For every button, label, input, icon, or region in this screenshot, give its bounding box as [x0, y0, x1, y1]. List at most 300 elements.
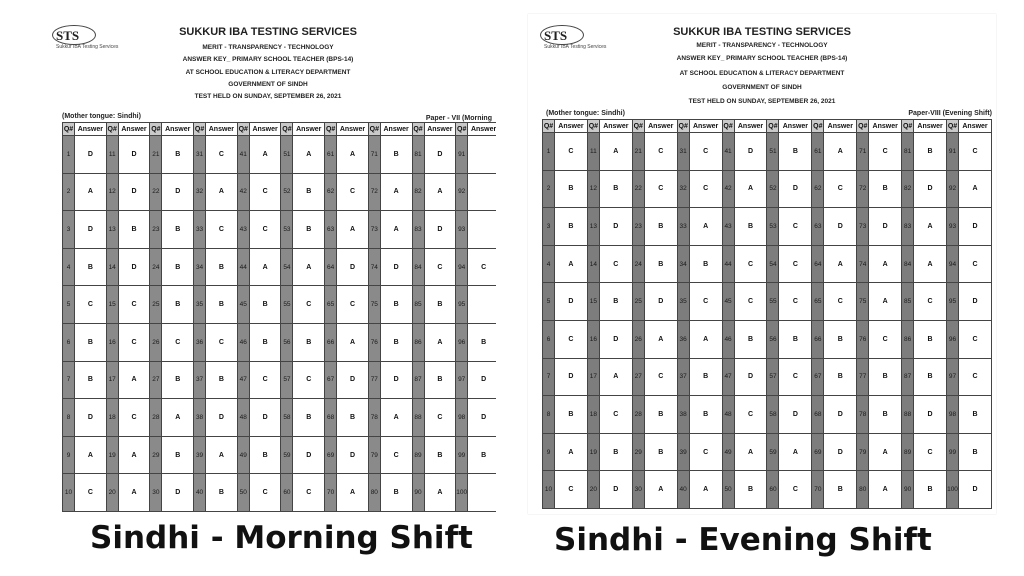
question-number: 10	[543, 471, 555, 509]
question-number: 40	[194, 474, 206, 512]
answer-cell: C	[779, 245, 812, 283]
header-answer: Answer	[959, 120, 992, 133]
org-title: SUKKUR IBA TESTING SERVICES	[179, 26, 357, 38]
question-number: 63	[812, 208, 824, 246]
question-number: 15	[106, 286, 118, 324]
answer-cell: C	[689, 170, 722, 208]
question-number: 52	[281, 173, 293, 211]
answer-cell: C	[689, 283, 722, 321]
header-q: Q#	[767, 120, 779, 133]
question-number: 83	[902, 208, 914, 246]
table-header-row	[543, 120, 992, 133]
question-number: 59	[767, 433, 779, 471]
question-number: 47	[237, 361, 249, 399]
table-row	[63, 361, 497, 399]
header-answer: Answer	[599, 120, 632, 133]
question-number: 67	[325, 361, 337, 399]
question-number: 20	[587, 471, 599, 509]
header-q: Q#	[902, 120, 914, 133]
question-number: 14	[106, 248, 118, 286]
question-number: 11	[587, 133, 599, 171]
answer-cell: C	[644, 170, 677, 208]
header-line-4: GOVERNMENT OF SINDH	[228, 81, 308, 88]
question-number: 56	[281, 323, 293, 361]
header-q: Q#	[194, 123, 206, 136]
question-number: 81	[412, 136, 424, 174]
answer-cell: B	[337, 399, 369, 437]
table-row	[543, 133, 992, 171]
question-number: 96	[947, 320, 959, 358]
question-number: 37	[194, 361, 206, 399]
answer-cell: D	[75, 211, 107, 249]
answer-cell: C	[293, 361, 325, 399]
header-answer: Answer	[118, 123, 150, 136]
question-number: 1	[63, 136, 75, 174]
answer-cell: B	[555, 396, 588, 434]
answer-cell: B	[644, 396, 677, 434]
answer-cell: C	[959, 358, 992, 396]
question-number: 8	[63, 399, 75, 437]
question-number: 21	[150, 136, 162, 174]
answer-cell: C	[118, 323, 150, 361]
answer-cell: B	[779, 133, 812, 171]
answer-cell: C	[644, 358, 677, 396]
question-number: 24	[150, 248, 162, 286]
question-number: 62	[325, 173, 337, 211]
question-number: 74	[857, 245, 869, 283]
header-line-2: ANSWER KEY_ PRIMARY SCHOOL TEACHER (BPS-14)	[182, 56, 354, 63]
answer-cell: D	[468, 361, 496, 399]
question-number: 36	[194, 323, 206, 361]
question-number: 65	[325, 286, 337, 324]
answer-cell: A	[734, 170, 767, 208]
question-number: 95	[456, 286, 468, 324]
header-q: Q#	[632, 120, 644, 133]
answer-cell: C	[293, 286, 325, 324]
question-number: 49	[722, 433, 734, 471]
question-number: 42	[722, 170, 734, 208]
answer-cell: D	[118, 248, 150, 286]
answer-cell: B	[869, 396, 902, 434]
table-row	[63, 211, 497, 249]
question-number: 8	[543, 396, 555, 434]
answer-cell: C	[869, 320, 902, 358]
question-number: 75	[368, 286, 380, 324]
answer-cell: C	[599, 245, 632, 283]
question-number: 57	[281, 361, 293, 399]
answer-cell: A	[380, 173, 412, 211]
answer-cell: A	[162, 399, 194, 437]
question-number: 70	[325, 474, 337, 512]
answer-cell: C	[249, 211, 281, 249]
answer-cell: D	[779, 170, 812, 208]
answer-cell: B	[599, 433, 632, 471]
question-number: 64	[325, 248, 337, 286]
question-number: 38	[194, 399, 206, 437]
question-number: 32	[194, 173, 206, 211]
question-number: 76	[857, 320, 869, 358]
answer-cell: C	[779, 358, 812, 396]
answer-cell: D	[734, 133, 767, 171]
question-number: 3	[543, 208, 555, 246]
answer-cell: C	[380, 436, 412, 474]
header-answer: Answer	[869, 120, 902, 133]
question-number: 21	[632, 133, 644, 171]
question-number: 54	[281, 248, 293, 286]
table-row	[63, 173, 497, 211]
question-number: 16	[106, 323, 118, 361]
question-number: 86	[412, 323, 424, 361]
answer-cell: C	[424, 248, 456, 286]
question-number: 45	[722, 283, 734, 321]
answer-cell: B	[468, 323, 496, 361]
answer-cell: B	[206, 286, 238, 324]
answer-cell: D	[779, 396, 812, 434]
question-number: 45	[237, 286, 249, 324]
answer-cell: C	[162, 323, 194, 361]
answer-cell: C	[206, 323, 238, 361]
question-number: 19	[106, 436, 118, 474]
answer-cell: A	[869, 245, 902, 283]
header-answer: Answer	[424, 123, 456, 136]
answer-cell: B	[206, 474, 238, 512]
answer-cell: D	[424, 136, 456, 174]
question-number: 53	[281, 211, 293, 249]
question-number: 91	[947, 133, 959, 171]
answer-cell: B	[689, 245, 722, 283]
question-number: 97	[947, 358, 959, 396]
answer-cell: B	[162, 286, 194, 324]
question-number: 90	[412, 474, 424, 512]
question-number: 9	[543, 433, 555, 471]
question-number: 6	[63, 323, 75, 361]
question-number: 54	[767, 245, 779, 283]
question-number: 94	[947, 245, 959, 283]
question-number: 67	[812, 358, 824, 396]
answer-cell: B	[75, 248, 107, 286]
answer-cell: B	[206, 248, 238, 286]
answer-cell: C	[869, 133, 902, 171]
answer-cell: C	[75, 286, 107, 324]
question-number: 79	[857, 433, 869, 471]
answer-cell: D	[824, 396, 857, 434]
header-answer: Answer	[206, 123, 238, 136]
answer-cell: C	[779, 283, 812, 321]
question-number: 35	[677, 283, 689, 321]
header-q: Q#	[947, 120, 959, 133]
answer-cell: C	[644, 133, 677, 171]
answer-cell: A	[424, 173, 456, 211]
question-number: 68	[325, 399, 337, 437]
question-number: 39	[677, 433, 689, 471]
answer-cell: B	[599, 170, 632, 208]
header-answer: Answer	[337, 123, 369, 136]
header-answer: Answer	[468, 123, 496, 136]
question-number: 28	[150, 399, 162, 437]
question-number: 85	[412, 286, 424, 324]
answer-cell: C	[734, 396, 767, 434]
question-number: 24	[632, 245, 644, 283]
answer-cell: C	[914, 433, 947, 471]
answer-cell: B	[249, 436, 281, 474]
question-number: 62	[812, 170, 824, 208]
answer-cell: C	[555, 471, 588, 509]
question-number: 2	[63, 173, 75, 211]
question-number: 33	[194, 211, 206, 249]
answer-cell: D	[914, 170, 947, 208]
answer-cell: B	[689, 358, 722, 396]
question-number: 55	[767, 283, 779, 321]
header-q: Q#	[543, 120, 555, 133]
question-number: 89	[902, 433, 914, 471]
answer-cell: A	[293, 248, 325, 286]
answer-cell: D	[118, 173, 150, 211]
question-number: 72	[368, 173, 380, 211]
question-number: 32	[677, 170, 689, 208]
answer-cell: D	[380, 361, 412, 399]
question-number: 43	[722, 208, 734, 246]
answer-cell: B	[959, 433, 992, 471]
question-number: 91	[456, 136, 468, 174]
question-number: 44	[722, 245, 734, 283]
answer-cell: C	[468, 248, 496, 286]
question-number: 66	[325, 323, 337, 361]
question-number: 88	[412, 399, 424, 437]
answer-cell: B	[424, 361, 456, 399]
answer-cell: D	[75, 136, 107, 174]
answer-cell: A	[824, 133, 857, 171]
answer-cell	[468, 474, 496, 512]
header-q: Q#	[412, 123, 424, 136]
answer-cell: A	[337, 323, 369, 361]
answer-cell: C	[249, 173, 281, 211]
answer-cell: D	[869, 208, 902, 246]
answer-cell: A	[689, 320, 722, 358]
table-row	[63, 286, 497, 324]
answer-cell: C	[249, 474, 281, 512]
question-number: 63	[325, 211, 337, 249]
question-number: 55	[281, 286, 293, 324]
header-q: Q#	[722, 120, 734, 133]
answer-cell: A	[337, 136, 369, 174]
answer-cell: D	[824, 433, 857, 471]
answer-cell: A	[118, 436, 150, 474]
question-number: 44	[237, 248, 249, 286]
question-number: 94	[456, 248, 468, 286]
answer-cell: C	[293, 474, 325, 512]
question-number: 98	[947, 396, 959, 434]
question-number: 71	[368, 136, 380, 174]
table-row	[543, 320, 992, 358]
answer-cell: D	[599, 471, 632, 509]
answer-cell: B	[555, 208, 588, 246]
question-number: 26	[150, 323, 162, 361]
question-number: 56	[767, 320, 779, 358]
question-number: 33	[677, 208, 689, 246]
header-q: Q#	[812, 120, 824, 133]
header-q: Q#	[281, 123, 293, 136]
question-number: 34	[677, 245, 689, 283]
question-number: 93	[947, 208, 959, 246]
question-number: 30	[150, 474, 162, 512]
question-number: 7	[63, 361, 75, 399]
question-number: 84	[902, 245, 914, 283]
question-number: 50	[237, 474, 249, 512]
mother-tongue-label: (Mother tongue: Sindhi)	[546, 110, 625, 117]
header-q: Q#	[237, 123, 249, 136]
answer-cell: D	[424, 211, 456, 249]
answer-cell: A	[424, 474, 456, 512]
answer-cell: B	[380, 136, 412, 174]
header-answer: Answer	[644, 120, 677, 133]
header-answer: Answer	[380, 123, 412, 136]
answer-cell: B	[162, 211, 194, 249]
answer-cell: B	[914, 358, 947, 396]
answer-cell: A	[337, 211, 369, 249]
answer-cell: B	[959, 396, 992, 434]
question-number: 17	[587, 358, 599, 396]
question-number: 78	[857, 396, 869, 434]
answer-cell: D	[293, 436, 325, 474]
table-row	[543, 396, 992, 434]
question-number: 82	[902, 170, 914, 208]
table-header-row	[63, 123, 497, 136]
answer-cell: B	[293, 399, 325, 437]
question-number: 84	[412, 248, 424, 286]
question-number: 41	[722, 133, 734, 171]
answer-cell: B	[75, 361, 107, 399]
header-answer: Answer	[293, 123, 325, 136]
answer-cell: C	[959, 320, 992, 358]
answer-cell: D	[734, 358, 767, 396]
answer-cell: B	[644, 245, 677, 283]
answer-cell: B	[75, 323, 107, 361]
answer-cell: B	[249, 323, 281, 361]
answer-cell: A	[914, 245, 947, 283]
answer-cell: A	[75, 436, 107, 474]
table-row	[63, 248, 497, 286]
question-number: 96	[456, 323, 468, 361]
sts-logo: STS	[544, 28, 567, 44]
answer-cell: C	[824, 283, 857, 321]
header-q: Q#	[857, 120, 869, 133]
question-number: 64	[812, 245, 824, 283]
question-number: 50	[722, 471, 734, 509]
answer-cell: D	[914, 396, 947, 434]
sts-logo-subtitle: Sukkur IBA Testing Services	[544, 44, 607, 50]
answer-cell: D	[162, 173, 194, 211]
question-number: 4	[543, 245, 555, 283]
question-number: 1	[543, 133, 555, 171]
question-number: 86	[902, 320, 914, 358]
sts-logo: STS	[56, 28, 79, 44]
answer-cell: A	[869, 471, 902, 509]
answer-cell: C	[734, 283, 767, 321]
answer-cell: C	[824, 170, 857, 208]
question-number: 87	[902, 358, 914, 396]
answer-cell: D	[380, 248, 412, 286]
question-number: 65	[812, 283, 824, 321]
answer-key-table-morning	[62, 122, 496, 512]
header-q: Q#	[325, 123, 337, 136]
table-row	[63, 399, 497, 437]
answer-cell: C	[118, 286, 150, 324]
answer-cell: C	[555, 133, 588, 171]
answer-cell: B	[118, 211, 150, 249]
question-number: 25	[632, 283, 644, 321]
header-answer: Answer	[689, 120, 722, 133]
question-number: 90	[902, 471, 914, 509]
question-number: 97	[456, 361, 468, 399]
answer-cell: A	[206, 173, 238, 211]
table-row	[543, 208, 992, 246]
question-number: 93	[456, 211, 468, 249]
question-number: 43	[237, 211, 249, 249]
answer-cell: C	[689, 133, 722, 171]
header-answer: Answer	[555, 120, 588, 133]
question-number: 31	[194, 136, 206, 174]
header-q: Q#	[150, 123, 162, 136]
answer-cell: A	[118, 474, 150, 512]
header-line-5: TEST HELD ON SUNDAY, SEPTEMBER 26, 2021	[194, 93, 342, 100]
question-number: 82	[412, 173, 424, 211]
question-number: 85	[902, 283, 914, 321]
answer-key-sheet-evening	[528, 14, 996, 514]
question-number: 19	[587, 433, 599, 471]
header-answer: Answer	[249, 123, 281, 136]
question-number: 35	[194, 286, 206, 324]
question-number: 10	[63, 474, 75, 512]
answer-cell: C	[914, 283, 947, 321]
header-q: Q#	[587, 120, 599, 133]
question-number: 74	[368, 248, 380, 286]
answer-cell: B	[380, 323, 412, 361]
answer-cell: C	[959, 245, 992, 283]
answer-key-table-evening	[542, 119, 992, 509]
answer-cell: B	[162, 248, 194, 286]
answer-cell: A	[249, 248, 281, 286]
question-number: 3	[63, 211, 75, 249]
question-number: 52	[767, 170, 779, 208]
header-answer: Answer	[75, 123, 107, 136]
question-number: 40	[677, 471, 689, 509]
question-number: 38	[677, 396, 689, 434]
answer-cell	[468, 286, 496, 324]
answer-cell: C	[959, 133, 992, 171]
answer-cell: A	[249, 136, 281, 174]
answer-cell	[468, 136, 496, 174]
question-number: 17	[106, 361, 118, 399]
answer-cell: B	[644, 208, 677, 246]
question-number: 88	[902, 396, 914, 434]
question-number: 36	[677, 320, 689, 358]
answer-cell: D	[644, 283, 677, 321]
question-number: 23	[150, 211, 162, 249]
question-number: 28	[632, 396, 644, 434]
question-number: 70	[812, 471, 824, 509]
header-line-3: AT SCHOOL EDUCATION & LITERACY DEPARTMENT	[185, 69, 351, 76]
answer-cell: B	[644, 433, 677, 471]
answer-key-sheet-morning	[40, 14, 496, 512]
answer-cell: B	[824, 358, 857, 396]
answer-cell: B	[249, 286, 281, 324]
answer-cell: A	[689, 208, 722, 246]
answer-cell: A	[380, 399, 412, 437]
question-number: 75	[857, 283, 869, 321]
question-number: 2	[543, 170, 555, 208]
question-number: 77	[368, 361, 380, 399]
answer-cell: A	[824, 245, 857, 283]
